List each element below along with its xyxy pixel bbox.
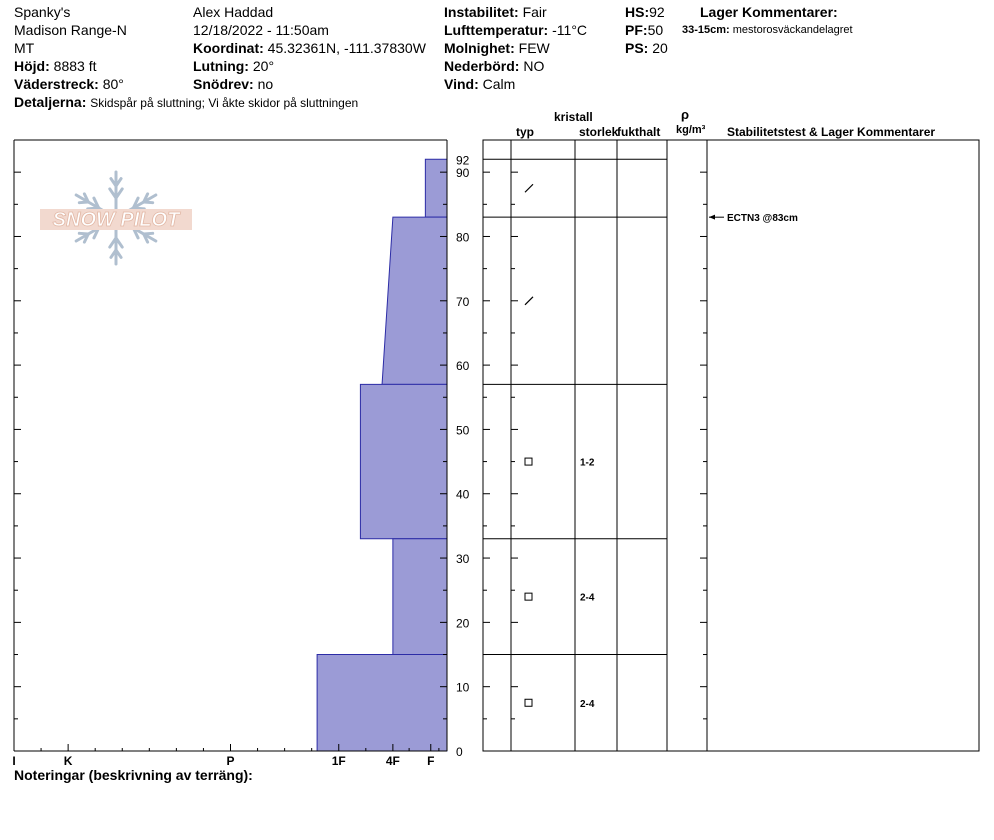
- x-tick-label: F: [427, 754, 435, 768]
- x-tick-label: P: [226, 754, 235, 768]
- state: MT: [14, 40, 35, 56]
- ps-value: 20: [652, 40, 668, 56]
- aspect-label: Väderstreck:: [14, 76, 99, 92]
- stability-test-label: ECTN3 @83cm: [727, 213, 798, 225]
- col-moisture: fukthalt: [617, 125, 661, 139]
- hardness-layer: [425, 159, 447, 217]
- y-tick-label: 80: [456, 230, 470, 245]
- table-frame: [483, 140, 979, 751]
- location-name: Spanky's: [14, 4, 71, 20]
- y-tick-label: 10: [456, 680, 470, 695]
- sky-label: Molnighet:: [444, 40, 515, 56]
- y-tick-label: 50: [456, 423, 470, 438]
- y-top-label: 92: [456, 153, 470, 168]
- y-tick-label: 0: [456, 745, 463, 759]
- coord-value: 45.32361N, -111.37830W: [267, 40, 426, 56]
- precip-value: NO: [523, 58, 545, 74]
- y-tick-label: 30: [456, 552, 470, 567]
- snowpilot-logo: [40, 172, 192, 264]
- layer-comment-range: 33-15cm:: [682, 24, 730, 36]
- stability-label: Instabilitet:: [444, 4, 519, 20]
- wind-label: Vind:: [444, 76, 479, 92]
- x-tick-label: 1F: [331, 754, 346, 768]
- layer-comments-label: Lager Kommentarer:: [700, 4, 838, 20]
- col-density-unit: kg/m³: [676, 124, 706, 136]
- hs-value: 92: [649, 4, 665, 20]
- slope-value: 20°: [252, 58, 275, 74]
- air-temp-label: Lufttemperatur:: [444, 22, 549, 38]
- hardness-layer: [360, 384, 447, 538]
- logo-text: SNOW PILOT: [52, 209, 180, 231]
- hardness-layer: [317, 655, 447, 751]
- layer-comment-text: mestorosväckandelagret: [732, 24, 853, 36]
- x-tick-label: 4F: [385, 754, 400, 768]
- grain-symbol-faceted: [525, 699, 532, 706]
- col-type: typ: [516, 125, 534, 139]
- grain-size-label: 1-2: [580, 457, 595, 469]
- col-crystal: kristall: [554, 110, 593, 124]
- notes-label: Noteringar (beskrivning av terräng):: [14, 767, 253, 783]
- y-tick-label: 70: [456, 294, 470, 309]
- grain-symbol-precipitation: [525, 184, 533, 192]
- hardness-layer: [382, 217, 447, 384]
- grain-symbol-faceted: [525, 593, 532, 600]
- grain-symbol-faceted: [525, 458, 532, 465]
- hs-label: HS:: [625, 4, 650, 20]
- hardness-layer: [393, 539, 447, 655]
- y-tick-label: 40: [456, 487, 470, 502]
- col-rho: ρ: [681, 107, 690, 122]
- col-size: storlek: [579, 125, 619, 139]
- x-tick-label: K: [63, 754, 73, 768]
- aspect-value: 80°: [102, 76, 124, 92]
- air-temp-value: -11°C: [552, 22, 588, 38]
- observer: Alex Haddad: [193, 4, 274, 20]
- grain-symbol-precipitation: [525, 297, 533, 305]
- snowflake-branch: [144, 202, 153, 203]
- pf-value: 50: [647, 22, 664, 38]
- pf-label: PF:: [625, 22, 648, 38]
- col-stability-comments: Stabilitetstest & Lager Kommentarer: [727, 125, 936, 139]
- x-tick-label: I: [12, 754, 16, 768]
- coord-label: Koordinat:: [193, 40, 264, 56]
- details-label: Detaljerna:: [14, 94, 87, 110]
- wind-value: Calm: [482, 76, 516, 92]
- stability-value: Fair: [522, 4, 547, 20]
- precip-label: Nederbörd:: [444, 58, 520, 74]
- slope-label: Lutning:: [193, 58, 249, 74]
- datetime: 12/18/2022 - 11:50am: [193, 22, 329, 38]
- wind-loading-label: Snödrev:: [193, 76, 254, 92]
- y-tick-label: 20: [456, 616, 470, 631]
- grain-size-label: 2-4: [580, 592, 595, 604]
- elevation-label: Höjd:: [14, 58, 50, 74]
- y-tick-label: 60: [456, 359, 470, 374]
- wind-loading-value: no: [257, 76, 274, 92]
- grain-size-label: 2-4: [580, 698, 595, 710]
- ps-label: PS:: [625, 40, 649, 56]
- y-tick-label: 90: [456, 166, 470, 181]
- snowflake-branch: [79, 233, 88, 234]
- range-name: Madison Range-N: [14, 22, 127, 38]
- details-value: Skidspår på sluttning; Vi åkte skidor på sluttningen: [90, 96, 359, 110]
- stability-arrow-head: [709, 215, 715, 220]
- sky-value: FEW: [518, 40, 550, 56]
- elevation-value: 8883 ft: [53, 58, 97, 74]
